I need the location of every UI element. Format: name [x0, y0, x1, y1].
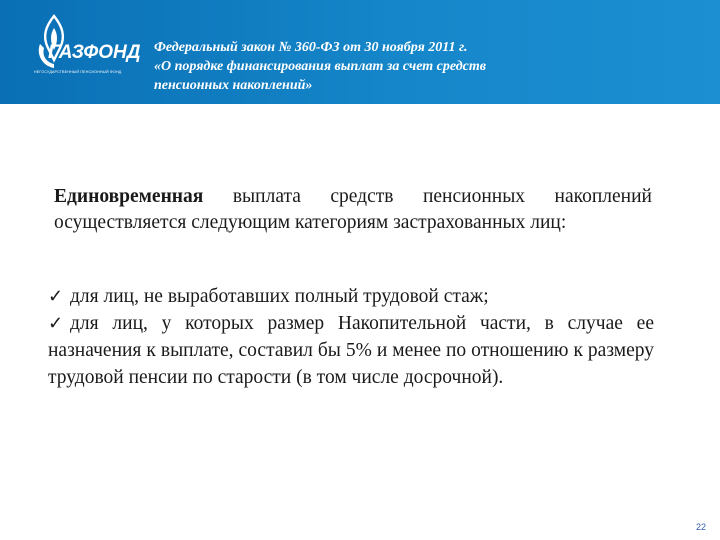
list-item-text: для лиц, не выработавших полный трудовой стаж;: [70, 286, 489, 307]
slide-title-line: пенсионных накоплений»: [154, 78, 313, 93]
brand-subtitle: НЕГОСУДАРСТВЕННЫЙ ПЕНСИОННЫЙ ФОНД: [34, 70, 122, 74]
intro-paragraph: [54, 184, 652, 236]
eligibility-list: [48, 283, 654, 391]
intro-text: выплата средств пенсионных накоплений осуществляется следующим категориям застрахованных лиц:: [54, 186, 652, 233]
header-band: [0, 0, 720, 104]
intro-bold-term: Единовременная: [54, 186, 204, 207]
gazfond-logo: [34, 14, 141, 78]
slide-title-line: Федеральный закон № 360-ФЗ от 30 ноября 2011 г.: [154, 40, 468, 55]
checkmark-icon: ✓: [48, 286, 64, 306]
slide-title-line: «О порядке финансирования выплат за счет средств: [154, 59, 487, 74]
list-item: [48, 310, 654, 391]
brand-name: ГАЗФОНД: [48, 42, 141, 63]
list-item: [48, 283, 654, 310]
slide-title: [154, 38, 694, 95]
page-number: 22: [695, 522, 706, 532]
checkmark-icon: ✓: [48, 313, 64, 333]
list-item-text: для лиц, у которых размер Накопительной части, в случае ее назначения к выплате, составил бы 5% и менее по отношению к размеру трудовой пенсии по старости (в том числе досрочной).: [48, 313, 654, 388]
